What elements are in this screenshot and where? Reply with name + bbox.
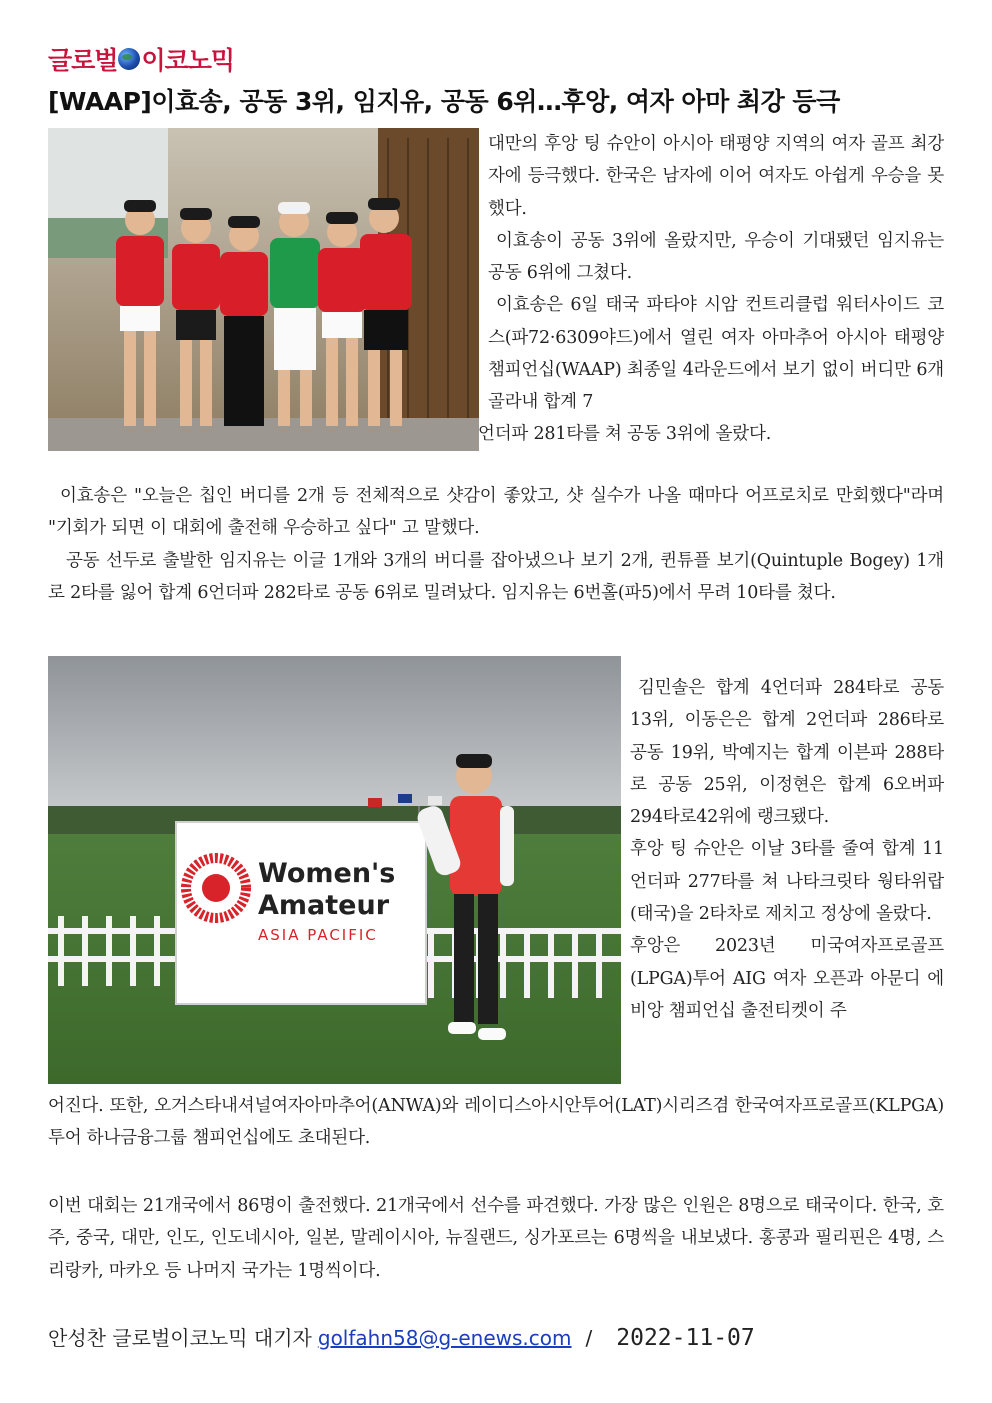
column1-paragraph: 이효송은 6일 태국 파타야 시암 컨트리클럽 워터사이드 코스(파72·6309야드)에서 열린 여자 아마추어 아시아 태평양 챔피언십(WAAP) 최종일 4라운드에서 보기 없이 버디만 6개 골라내 합계 7 xyxy=(488,295,944,413)
team-photo xyxy=(48,128,479,451)
player-sign-photo xyxy=(48,656,621,1084)
sign-line2: Amateur xyxy=(258,890,390,921)
sign-line3: ASIA PACIFIC xyxy=(258,926,378,944)
column1-tail: 언더파 281타를 쳐 공동 3위에 올랐다. xyxy=(478,424,772,444)
column1-paragraph: 대만의 후앙 팅 슈안이 아시아 태평양 지역의 여자 골프 최강자에 등극했다. 한국은 남자에 이어 여자도 아쉽게 우승을 못했다. xyxy=(488,134,944,219)
paragraph-a xyxy=(48,480,944,609)
column2-paragraph: 후앙은 2023년 미국여자프로골프(LPGA)투어 AIG 여자 오픈과 아문디 에비앙 챔피언십 출전티켓이 주 xyxy=(630,936,944,1021)
column1-paragraph: 이효송이 공동 3위에 올랐지만, 우승이 기대됐던 임지유는 공동 6위에 그쳤다. xyxy=(488,230,944,284)
column1-text xyxy=(488,128,944,419)
logo-text-right: 이코노믹 xyxy=(141,46,235,75)
logo-text-left: 글로벌 xyxy=(48,46,118,75)
sign-line1: Women's xyxy=(258,858,396,889)
publish-date: 2022-11-07 xyxy=(616,1325,755,1351)
byline xyxy=(48,1322,944,1351)
site-logo[interactable] xyxy=(48,42,234,76)
article-headline: [WAAP]이효송, 공동 3위, 임지유, 공동 6위…후앙, 여자 아마 최강 등극 xyxy=(48,87,840,116)
quote-paragraph: 이효송은 "오늘은 칩인 버디를 2개 등 전체적으로 샷감이 좋았고, 샷 실수가 나올 때마다 어프로치로 만회했다"라며 "기회가 되면 이 대회에 출전해 우승하고 싶다" 고 말했다. xyxy=(48,486,944,539)
column2-paragraph: 후앙 팅 슈안은 이날 3타를 줄여 합계 11언더파 277타를 쳐 나타크릿타 웡타위랍(태국)을 2타차로 제치고 정상에 올랐다. xyxy=(630,839,944,925)
column2-paragraph: 김민솔은 합계 4언더파 284타로 공동 13위, 이동은은 합계 2언더파 286타로 공동 19위, 박예지는 합계 이븐파 288타로 공동 25위, 이정현은 합계 6오버파 294타로42위에 랭크됐다. xyxy=(630,678,944,828)
author-email-link[interactable]: golfahn58@g-enews.com xyxy=(317,1326,572,1350)
score-paragraph: 공동 선두로 출발한 임지유는 이글 1개와 3개의 버디를 잡아냈으나 보기 2개, 퀸튜플 보기(Quintuple Bogey) 1개로 2타를 잃어 합계 6언더파 282타로 공동 6위로 밀려났다. 임지유는 6번홀(파5)에서 무려 10타를 쳤다. xyxy=(48,550,944,603)
globe-icon xyxy=(118,48,140,70)
paragraph-c: 이번 대회는 21개국에서 86명이 출전했다. 21개국에서 선수를 파견했다. 가장 많은 인원은 8명으로 태국이다. 한국, 호주, 중국, 대만, 인도, 인도네시아, 일본, 말레이시아, 뉴질랜드, 싱가포르는 6명씩을 내보냈다. 홍콩과 필리핀은 4명, 스리랑카, 마카오 등 나머지 국가는 1명씩이다. xyxy=(48,1196,944,1281)
column2-tail: 어진다. 또한, 오거스타내셔널여자아마추어(ANWA)와 레이디스아시안투어(LAT)시리즈겸 한국여자프로골프(KLPGA) 투어 하나금융그룹 챔피언십에도 초대된다. xyxy=(48,1096,944,1149)
author-name: 안성찬 글로벌이코노믹 대기자 xyxy=(48,1326,312,1350)
byline-separator: / xyxy=(585,1326,593,1350)
column2-text xyxy=(630,672,944,1027)
